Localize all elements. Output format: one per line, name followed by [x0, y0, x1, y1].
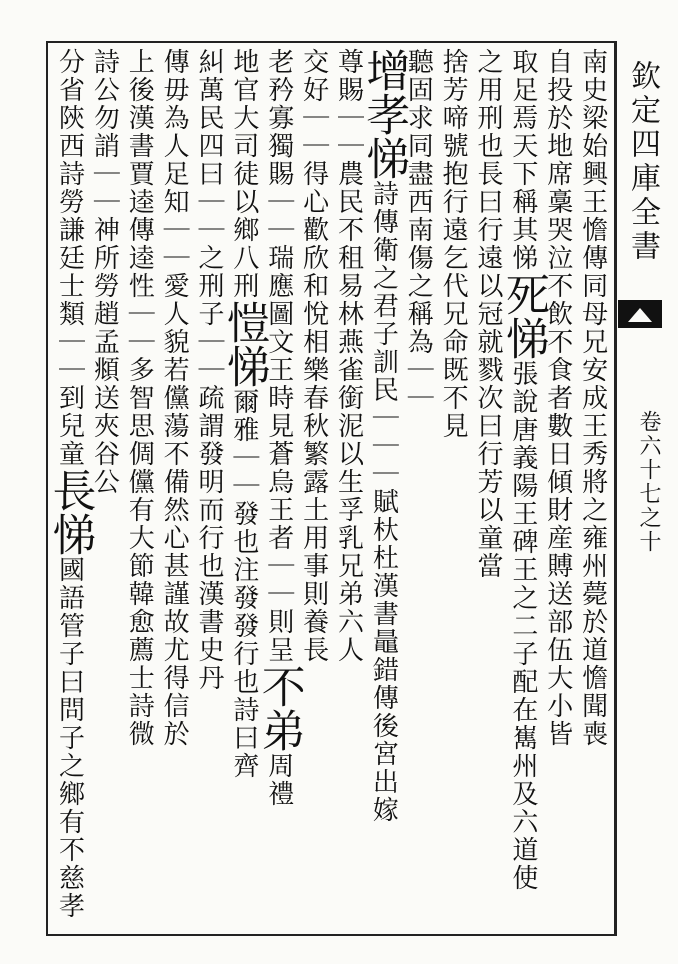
text-column [358, 48, 410, 824]
text-column [218, 48, 270, 780]
text-column [87, 48, 121, 496]
text-segment: 地官大司徒以鄉八刑 [228, 48, 259, 300]
text-segment: 詩公勿誚｜｜神所勞趙孟頫送夾谷公 [89, 48, 120, 496]
text-segment: 交好｜｜得心歡欣和悅相樂春秋繁露土用事則養長 [298, 48, 329, 664]
text-column [497, 48, 549, 892]
text-segment: 老矜寡獨賜｜｜瑞應圖文王時見蒼烏王者｜｜則呈 [263, 48, 294, 664]
text-segment: 國語管子曰問子之鄉有不慈孝 [54, 556, 85, 920]
text-column [192, 48, 226, 692]
fishtail-mark-icon [618, 300, 662, 328]
text-column [157, 48, 191, 748]
text-segment: 上後漢書賈逵傳逵性｜｜多智思倜儻有大節韓愈薦士詩微 [124, 48, 155, 748]
book-title: 欽定四庫全書 [625, 60, 660, 264]
text-column [44, 48, 96, 920]
text-segment: 捨芳啼號抱行遠乞代兄命既不見 [438, 48, 469, 440]
entry-heading: 長悌 [44, 468, 96, 556]
text-segment: 爾雅｜｜發也注發發行也詩曰齊 [228, 388, 259, 780]
text-segment: 傳毋為人足知｜｜愛人貌若儻蕩不備然心甚謹故尤得信於 [159, 48, 190, 748]
entry-heading: 不弟 [253, 664, 305, 752]
text-column [471, 48, 505, 580]
text-segment: 之用刑也長曰行遠以冠就戮次曰行芳以童當 [472, 48, 503, 580]
entry-heading: 愷悌 [218, 300, 270, 388]
text-segment: 聽固求同盡西南傷之稱為｜｜ [403, 48, 434, 412]
text-segment: 取足焉天下稱其悌 [507, 48, 538, 272]
text-column [541, 48, 575, 748]
text-column [331, 48, 365, 664]
entry-heading: 死悌 [497, 272, 549, 360]
text-segment: 分省陝西詩勞謙廷士類｜｜到兒童 [54, 48, 85, 468]
text-segment: 張說唐義陽王碑王之二子配在嶲州及六道使 [507, 360, 538, 892]
text-column [253, 48, 305, 808]
text-column [122, 48, 156, 748]
text-segment: 詩傳衛之君子訓民｜｜｜賦杕杜漢書鼂錯傳後宮出嫁 [368, 180, 399, 824]
text-segment: 周禮 [263, 752, 294, 808]
text-segment: 南史梁始興王憺傳同母兄安成王秀將之雍州薨於道憺聞喪 [577, 48, 608, 748]
text-segment: 糾萬民四曰｜｜之刑子｜｜疏謂發明而行也漢書史丹 [193, 48, 224, 692]
text-column [436, 48, 470, 440]
text-column [576, 48, 610, 748]
text-segment: 尊賜｜｜農民不租易林燕雀銜泥以生孚乳兄弟六人 [333, 48, 364, 664]
text-column [297, 48, 331, 664]
text-segment: 自投於地席稾哭泣不飲不食者數日傾財産賻送部伍大小皆 [542, 48, 573, 748]
chapter-label: 卷六十七之十 [636, 410, 661, 554]
entry-heading: 增孝悌 [358, 48, 410, 180]
